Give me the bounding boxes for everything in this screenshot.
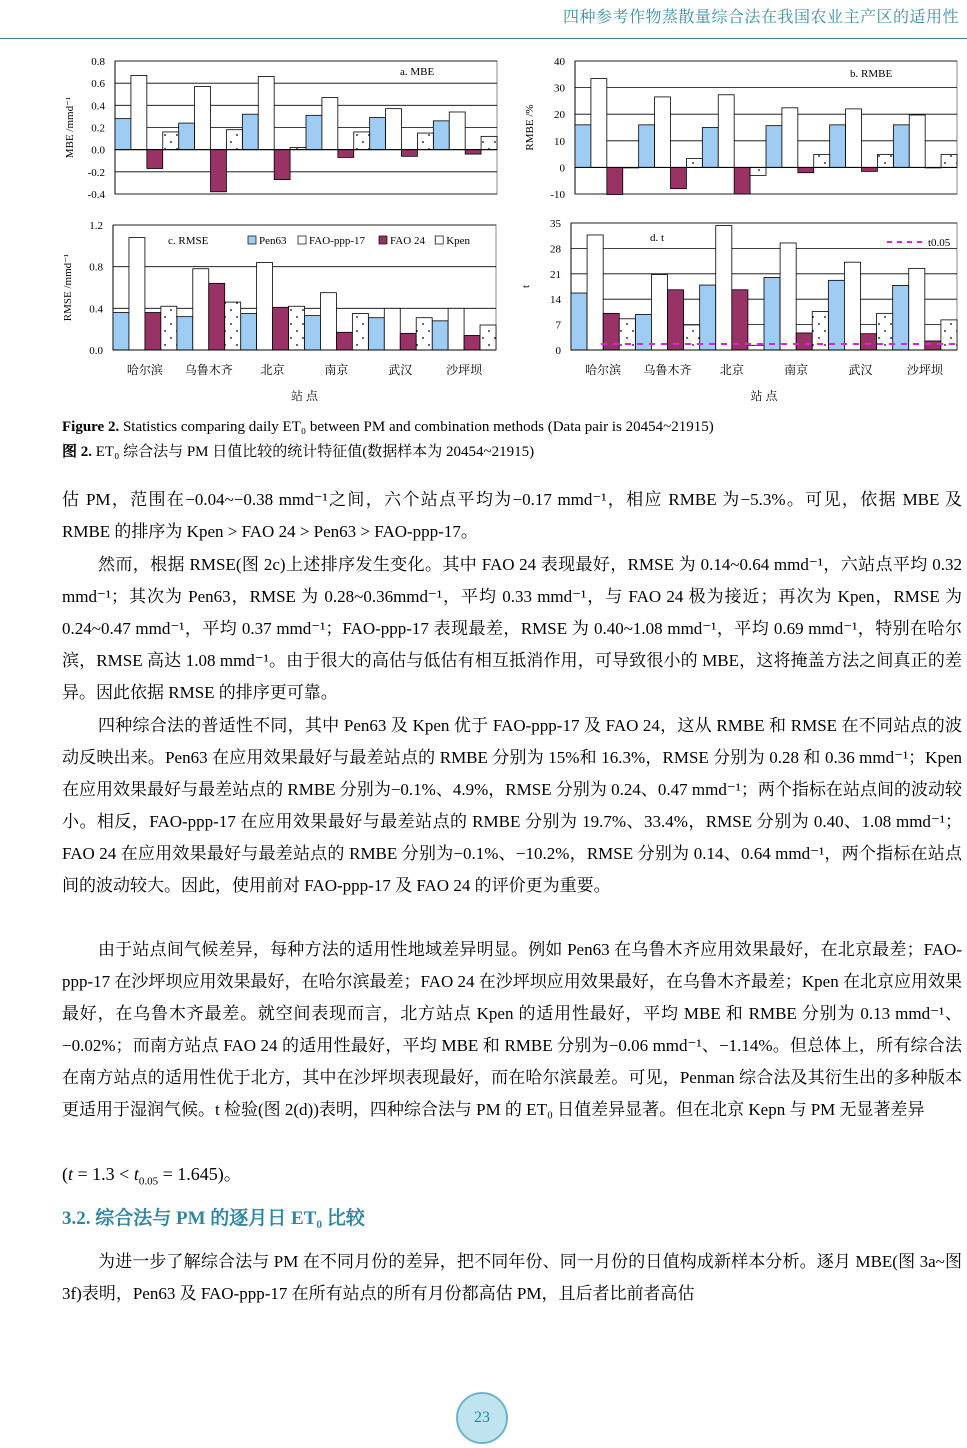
bar-kpen (941, 154, 957, 167)
bar-fao-ppp-17 (844, 262, 860, 350)
bar-kpen (163, 132, 179, 150)
formula-part: t (133, 1164, 139, 1184)
bar-kpen (684, 325, 700, 350)
x-tick-label: 乌鲁木齐 (643, 363, 692, 377)
bar-fao-ppp-17 (782, 108, 798, 168)
bar-pen63 (305, 316, 321, 350)
bar-kpen (814, 154, 830, 167)
y-tick-label: 28 (550, 243, 561, 256)
legend-label: FAO-ppp-17 (309, 235, 366, 247)
formula-part: = 1.3 < (73, 1164, 134, 1184)
bar-fao-24 (925, 341, 941, 350)
bar-fao-ppp-17 (258, 77, 274, 150)
bar-pen63 (702, 128, 718, 168)
legend-swatch (298, 236, 306, 244)
y-tick-label: 0.0 (89, 345, 103, 357)
bar-pen63 (306, 115, 322, 149)
bar-pen63 (830, 125, 846, 168)
bar-kpen (289, 306, 305, 350)
bar-pen63 (370, 118, 386, 150)
y-tick-label: 30 (554, 82, 565, 95)
x-axis-label: 站 点 (290, 389, 319, 403)
chart-title: d. t (650, 232, 665, 244)
legend-label: FAO 24 (390, 235, 425, 247)
bar-fao-24 (402, 150, 418, 157)
y-tick-label: 0.0 (91, 144, 105, 157)
x-tick-label: 哈尔滨 (126, 363, 163, 377)
bar-fao-ppp-17 (780, 243, 796, 350)
figure-caption-en (62, 419, 714, 436)
y-tick-label: -0.2 (87, 166, 105, 179)
bar-kpen (226, 130, 242, 150)
bar-fao-24 (668, 290, 684, 350)
y-tick-label: 0 (559, 162, 565, 175)
bar-fao-24 (147, 150, 163, 169)
chart-title: c. RMSE (168, 235, 209, 247)
bar-kpen (750, 167, 766, 175)
bar-pen63 (177, 317, 193, 350)
bar-fao-24 (734, 167, 750, 194)
bar-fao-ppp-17 (655, 97, 671, 167)
paragraph: 四种综合法的普适性不同，其中 Pen63 及 Kpen 优于 FAO-ppp-17 及 FAO 24，这从 RMBE 和 RMSE 在不同站点的波动反映出来。Pen63 在应用效果最好与最差站点的 RMBE 分别为 15%和 16.3%，RMSE 分别为 0.28 和 0.36 mmd⁻¹；Kpen 在应用效果最好与最差站点的 RMBE 分别为−0.1%、4.9%，RMSE 分别为 0.24、0.47 mmd⁻¹；两个指标在站点间的波动较小。相反，FAO-ppp-17 在应用效果最好与最差站点的 RMBE 分别为 19.7%、33.4%，RMSE 分别为 0.40、1.08 mmd⁻¹；FAO 24 在应用效果最好与最差站点的 RMBE 分别为−0.1%、−10.2%，RMSE 分别为 0.14、0.64 mmd⁻¹，两个指标在站点间的波动较大。因此，使用前对 FAO-ppp-17 及 FAO 24 的评价更为重要。 (62, 716, 962, 895)
bar-fao-24 (209, 283, 225, 350)
bar-pen63 (893, 285, 909, 350)
bar-kpen (481, 136, 497, 149)
bar-fao-24 (796, 333, 812, 350)
bar-kpen (225, 302, 241, 350)
bar-fao-ppp-17 (129, 238, 145, 351)
paragraph: 为进一步了解综合法与 PM 在不同月份的差异，把不同年份、同一月份的日值构成新样本分析。逐月 MBE(图 3a~图 3f)表明，Pen63 及 FAO-ppp-17 在所有站点的所有月份都高估 PM，且后者比前者高估 (62, 1252, 962, 1303)
bar-pen63 (700, 285, 716, 350)
bar-pen63 (639, 125, 655, 168)
section-heading: 3.2. 综合法与 PM 的逐月日 ET₀ 比较 (62, 1208, 365, 1229)
bar-fao-24 (145, 313, 161, 351)
bar-fao-ppp-17 (131, 75, 147, 149)
x-tick-label: 哈尔滨 (585, 363, 622, 377)
y-tick-label: 14 (550, 294, 561, 307)
bar-kpen (416, 318, 432, 350)
bar-fao-ppp-17 (448, 308, 464, 350)
caption-label-zh: 图 2. (62, 444, 93, 460)
bar-fao-ppp-17 (846, 109, 862, 168)
paragraph: 然而，根据 RMSE(图 2c)上述排序发生变化。其中 FAO 24 表现最好，RMSE 为 0.14~0.64 mmd⁻¹，六站点平均 0.32 mmd⁻¹；其次为 Pen63，RMSE 为 0.28~0.36mmd⁻¹，平均 0.33 mmd⁻¹，与 FAO 24 极为接近；再次为 Kpen，RMSE 为 0.24~0.47 mmd⁻¹，平均 0.37 mmd⁻¹；FAO-ppp-17 表现最差，RMSE 为 0.40~1.08 mmd⁻¹，平均 0.69 mmd⁻¹，特别在哈尔滨，RMSE 高达 1.08 mmd⁻¹。由于很大的高估与低估有相互抵消作用，可导致很小的 MBE，这将掩盖方法之间真正的差异。因此依据 RMSE 的排序更可靠。 (62, 555, 962, 702)
formula-part: ( (62, 1164, 68, 1184)
formula-part: )。 (217, 1164, 242, 1184)
y-axis-label: RMBE /% (524, 104, 536, 151)
x-tick-label: 北京 (719, 363, 744, 377)
bar-fao-24 (274, 150, 290, 180)
legend-swatch (248, 236, 256, 244)
bar-pen63 (115, 119, 131, 150)
y-axis-label: MBE /mmd⁻¹ (64, 96, 76, 159)
x-tick-label: 沙坪坝 (446, 363, 483, 377)
bar-fao-ppp-17 (587, 235, 603, 350)
bar-kpen (877, 154, 893, 167)
formula-part: = 1.645 (158, 1164, 218, 1184)
x-tick-label: 南京 (784, 363, 809, 377)
bar-kpen (619, 319, 635, 350)
y-tick-label: 0.2 (91, 122, 105, 135)
running-header: 四种参考作物蒸散量综合法在我国农业主产区的适用性 (562, 9, 959, 26)
bar-fao-24 (862, 167, 878, 171)
caption-label-en: Figure 2. (62, 419, 120, 435)
x-tick-label: 北京 (260, 363, 285, 377)
bar-fao-ppp-17 (386, 109, 402, 150)
bar-pen63 (571, 293, 587, 350)
y-axis-label: t (520, 284, 532, 289)
y-tick-label: 7 (555, 319, 561, 332)
bar-fao-24 (211, 150, 227, 192)
y-tick-label: 0.4 (89, 303, 103, 316)
y-tick-label: 0.8 (91, 56, 105, 68)
legend-swatch (435, 236, 443, 244)
bar-fao-24 (338, 150, 354, 158)
y-tick-label: 35 (550, 218, 561, 230)
bar-fao-24 (400, 333, 416, 350)
bar-kpen (161, 306, 177, 350)
legend-label: Pen63 (259, 235, 287, 247)
legend-label: t0.05 (928, 237, 951, 249)
y-tick-label: 20 (554, 109, 565, 122)
y-axis-label: RMSE /mmd⁻¹ (62, 253, 74, 322)
bar-fao-ppp-17 (651, 275, 667, 350)
bar-fao-ppp-17 (591, 79, 607, 168)
bar-kpen (352, 314, 368, 350)
bar-fao-ppp-17 (716, 226, 732, 350)
bar-fao-24 (273, 307, 289, 350)
y-tick-label: -10 (550, 189, 565, 201)
bar-fao-24 (732, 290, 748, 350)
bar-kpen (748, 345, 764, 350)
bar-fao-ppp-17 (718, 95, 734, 168)
bar-pen63 (433, 121, 449, 150)
x-tick-label: 南京 (324, 363, 349, 377)
bar-fao-24 (861, 334, 877, 350)
y-tick-label: 0.4 (91, 100, 105, 113)
legend-label: Kpen (446, 235, 471, 247)
y-tick-label: 0 (555, 345, 561, 357)
bar-kpen (941, 320, 957, 350)
chart-title: b. RMBE (850, 68, 893, 80)
bar-fao-ppp-17 (257, 263, 273, 351)
bar-pen63 (241, 314, 257, 350)
legend-swatch (379, 236, 387, 244)
bar-kpen (354, 132, 370, 150)
bar-pen63 (432, 321, 448, 350)
bar-pen63 (764, 277, 780, 350)
paragraph: 估 PM，范围在−0.04~−0.38 mmd⁻¹之间，六个站点平均为−0.17 mmd⁻¹，相应 RMBE 为−5.3%。可见，依据 MBE 及 RMBE 的排序为 Kpen > FAO 24 > Pen63 > FAO-ppp-17。 (62, 490, 962, 541)
figure-caption-zh (62, 440, 534, 461)
bar-pen63 (828, 280, 844, 350)
y-tick-label: 21 (550, 268, 561, 281)
bar-fao-ppp-17 (322, 98, 338, 150)
bar-fao-ppp-17 (909, 115, 925, 167)
y-tick-label: 40 (554, 56, 565, 68)
bar-fao-24 (798, 167, 814, 172)
bar-kpen (686, 159, 702, 168)
y-tick-label: 0.6 (91, 78, 105, 91)
bar-fao-24 (607, 167, 623, 194)
header-rule (0, 38, 967, 39)
bar-fao-ppp-17 (384, 308, 400, 350)
bar-fao-24 (465, 150, 481, 154)
bar-pen63 (179, 123, 195, 150)
formula-part: t (68, 1164, 74, 1184)
bar-pen63 (766, 126, 782, 168)
x-tick-label: 武汉 (388, 363, 413, 377)
bar-kpen (417, 133, 433, 150)
bar-fao-ppp-17 (195, 86, 211, 149)
y-tick-label: -0.4 (87, 189, 105, 201)
formula-subscript: 0.05 (138, 1175, 159, 1188)
bar-pen63 (113, 313, 129, 351)
x-axis-label: 站 点 (750, 389, 778, 403)
bar-fao-ppp-17 (193, 269, 209, 350)
caption-text-zh: ET₀ 综合法与 PM 日值比较的统计特征值(数据样本为 20454~21915) (92, 444, 535, 460)
y-tick-label: 1.2 (89, 220, 103, 232)
bar-fao-24 (671, 167, 687, 188)
bar-fao-24 (336, 332, 352, 350)
bar-pen63 (368, 318, 384, 350)
bar-fao-ppp-17 (909, 268, 925, 350)
paragraph: 由于站点间气候差异，每种方法的适用性地域差异明显。例如 Pen63 在乌鲁木齐应用效果最好，在北京最差；FAO-ppp-17 在沙坪坝应用效果最好，在哈尔滨最差；FAO 24 在沙坪坝应用效果最好，在乌鲁木齐最差；Kpen 在北京应用效果最好，在乌鲁木齐最差。就空间表现而言，北方站点 Kpen 的适用性最好，平均 MBE 和 RMBE 分别为 0.13 mmd⁻¹、−0.02%；而南方站点 FAO 24 的适用性最好，平均 MBE 和 RMBE 分别为−0.06 mmd⁻¹、−1.14%。但总体上，所有综合法在南方站点的适用性优于北方，其中在沙坪坝表现最好，而在哈尔滨最差。可见，Penman 综合法及其衍生出的多种版本更适用于湿润气候。t 检验(图 2(d))表明，四种综合法与 PM 的 ET₀ 日值差异显著。但在北京 Kepn 与 PM 无显著差异 (62, 940, 962, 1119)
figure-2-charts (0, 40, 967, 415)
bar-pen63 (893, 125, 909, 168)
x-tick-label: 武汉 (848, 363, 873, 377)
bar-pen63 (575, 125, 591, 168)
x-tick-label: 乌鲁木齐 (184, 363, 233, 377)
y-tick-label: 10 (554, 135, 565, 148)
bar-fao-24 (464, 335, 480, 350)
t-test-formula (62, 1158, 242, 1198)
x-tick-label: 沙坪坝 (906, 363, 943, 377)
caption-text-en: Statistics comparing daily ET₀ between PM and combination methods (Data pair is 20454~21915) (119, 419, 714, 435)
page-number: 23 (456, 1392, 508, 1444)
bar-pen63 (242, 114, 258, 149)
bar-fao-ppp-17 (449, 112, 465, 150)
bar-kpen (480, 325, 496, 350)
bar-fao-ppp-17 (320, 293, 336, 350)
y-tick-label: 0.8 (89, 261, 103, 274)
chart-title: a. MBE (400, 66, 435, 78)
